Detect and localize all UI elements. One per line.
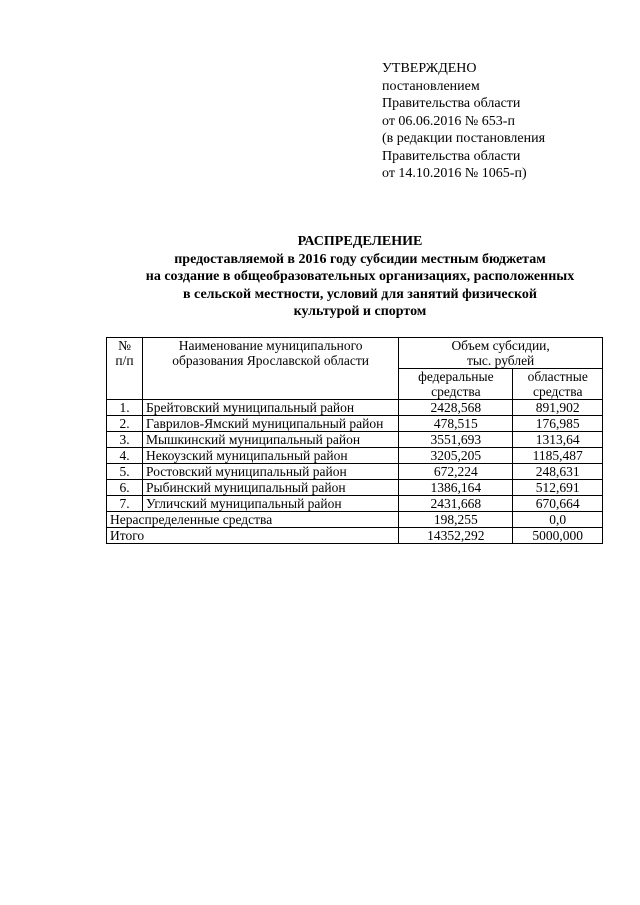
row-num: 1. xyxy=(107,400,143,416)
header-amount: Объем субсидии, тыс. рублей xyxy=(399,338,603,369)
total-federal: 14352,292 xyxy=(399,528,513,544)
row-federal: 3551,693 xyxy=(399,432,513,448)
table-header-row xyxy=(107,338,603,369)
row-regional: 248,631 xyxy=(513,464,603,480)
approval-line: Правительства области xyxy=(382,96,521,111)
total-label: Итого xyxy=(107,528,399,544)
row-num: 5. xyxy=(107,464,143,480)
approval-line: УТВЕРЖДЕНО xyxy=(382,61,477,76)
approval-line: Правительства области xyxy=(382,148,521,164)
row-regional: 891,902 xyxy=(513,400,603,416)
undistributed-label: Нераспределенные средства xyxy=(107,512,399,528)
table-row xyxy=(107,432,603,448)
row-name: Гаврилов-Ямский муниципальный район xyxy=(143,416,399,432)
heading-line: культурой и спортом xyxy=(293,304,427,319)
approval-block xyxy=(382,60,545,183)
row-name: Угличский муниципальный район xyxy=(143,496,399,512)
header-federal: федеральные средства xyxy=(399,369,513,400)
undistributed-row xyxy=(107,512,603,528)
document-heading xyxy=(100,233,620,321)
heading-line: на создание в общеобразовательных организациях, расположенных xyxy=(145,269,575,284)
row-num: 7. xyxy=(107,496,143,512)
header-num: № п/п xyxy=(107,338,143,400)
table-row xyxy=(107,496,603,512)
approval-line: от 14.10.2016 № 1065-п) xyxy=(382,166,527,181)
approval-line: (в редакции постановления xyxy=(382,131,546,146)
approval-line: постановлением xyxy=(382,78,480,94)
row-regional: 1313,64 xyxy=(513,432,603,448)
total-row xyxy=(107,528,603,544)
approval-line: от 06.06.2016 № 653-п xyxy=(382,113,515,129)
row-federal: 3205,205 xyxy=(399,448,513,464)
undistributed-regional: 0,0 xyxy=(513,512,603,528)
total-regional: 5000,000 xyxy=(513,528,603,544)
heading-line: в сельской местности, условий для занятий физической xyxy=(183,286,537,302)
row-num: 3. xyxy=(107,432,143,448)
row-federal: 1386,164 xyxy=(399,480,513,496)
row-regional: 512,691 xyxy=(513,480,603,496)
row-regional: 176,985 xyxy=(513,416,603,432)
row-num: 6. xyxy=(107,480,143,496)
header-name: Наименование муниципального образования Ярославской области xyxy=(143,338,399,400)
table-row xyxy=(107,464,603,480)
row-federal: 672,224 xyxy=(399,464,513,480)
row-name: Ростовский муниципальный район xyxy=(143,464,399,480)
row-federal: 2431,668 xyxy=(399,496,513,512)
undistributed-federal: 198,255 xyxy=(399,512,513,528)
row-federal: 2428,568 xyxy=(399,400,513,416)
row-num: 2. xyxy=(107,416,143,432)
row-num: 4. xyxy=(107,448,143,464)
distribution-table xyxy=(106,337,603,544)
row-name: Рыбинский муниципальный район xyxy=(143,480,399,496)
table-row xyxy=(107,416,603,432)
heading-line: предоставляемой в 2016 году субсидии местным бюджетам xyxy=(174,251,546,267)
row-name: Мышкинский муниципальный район xyxy=(143,432,399,448)
table-row xyxy=(107,480,603,496)
row-name: Брейтовский муниципальный район xyxy=(143,400,399,416)
row-federal: 478,515 xyxy=(399,416,513,432)
heading-title: РАСПРЕДЕЛЕНИЕ xyxy=(297,234,423,249)
header-regional: областные средства xyxy=(513,369,603,400)
row-regional: 1185,487 xyxy=(513,448,603,464)
row-name: Некоузский муниципальный район xyxy=(143,448,399,464)
table-row xyxy=(107,400,603,416)
row-regional: 670,664 xyxy=(513,496,603,512)
table-row xyxy=(107,448,603,464)
